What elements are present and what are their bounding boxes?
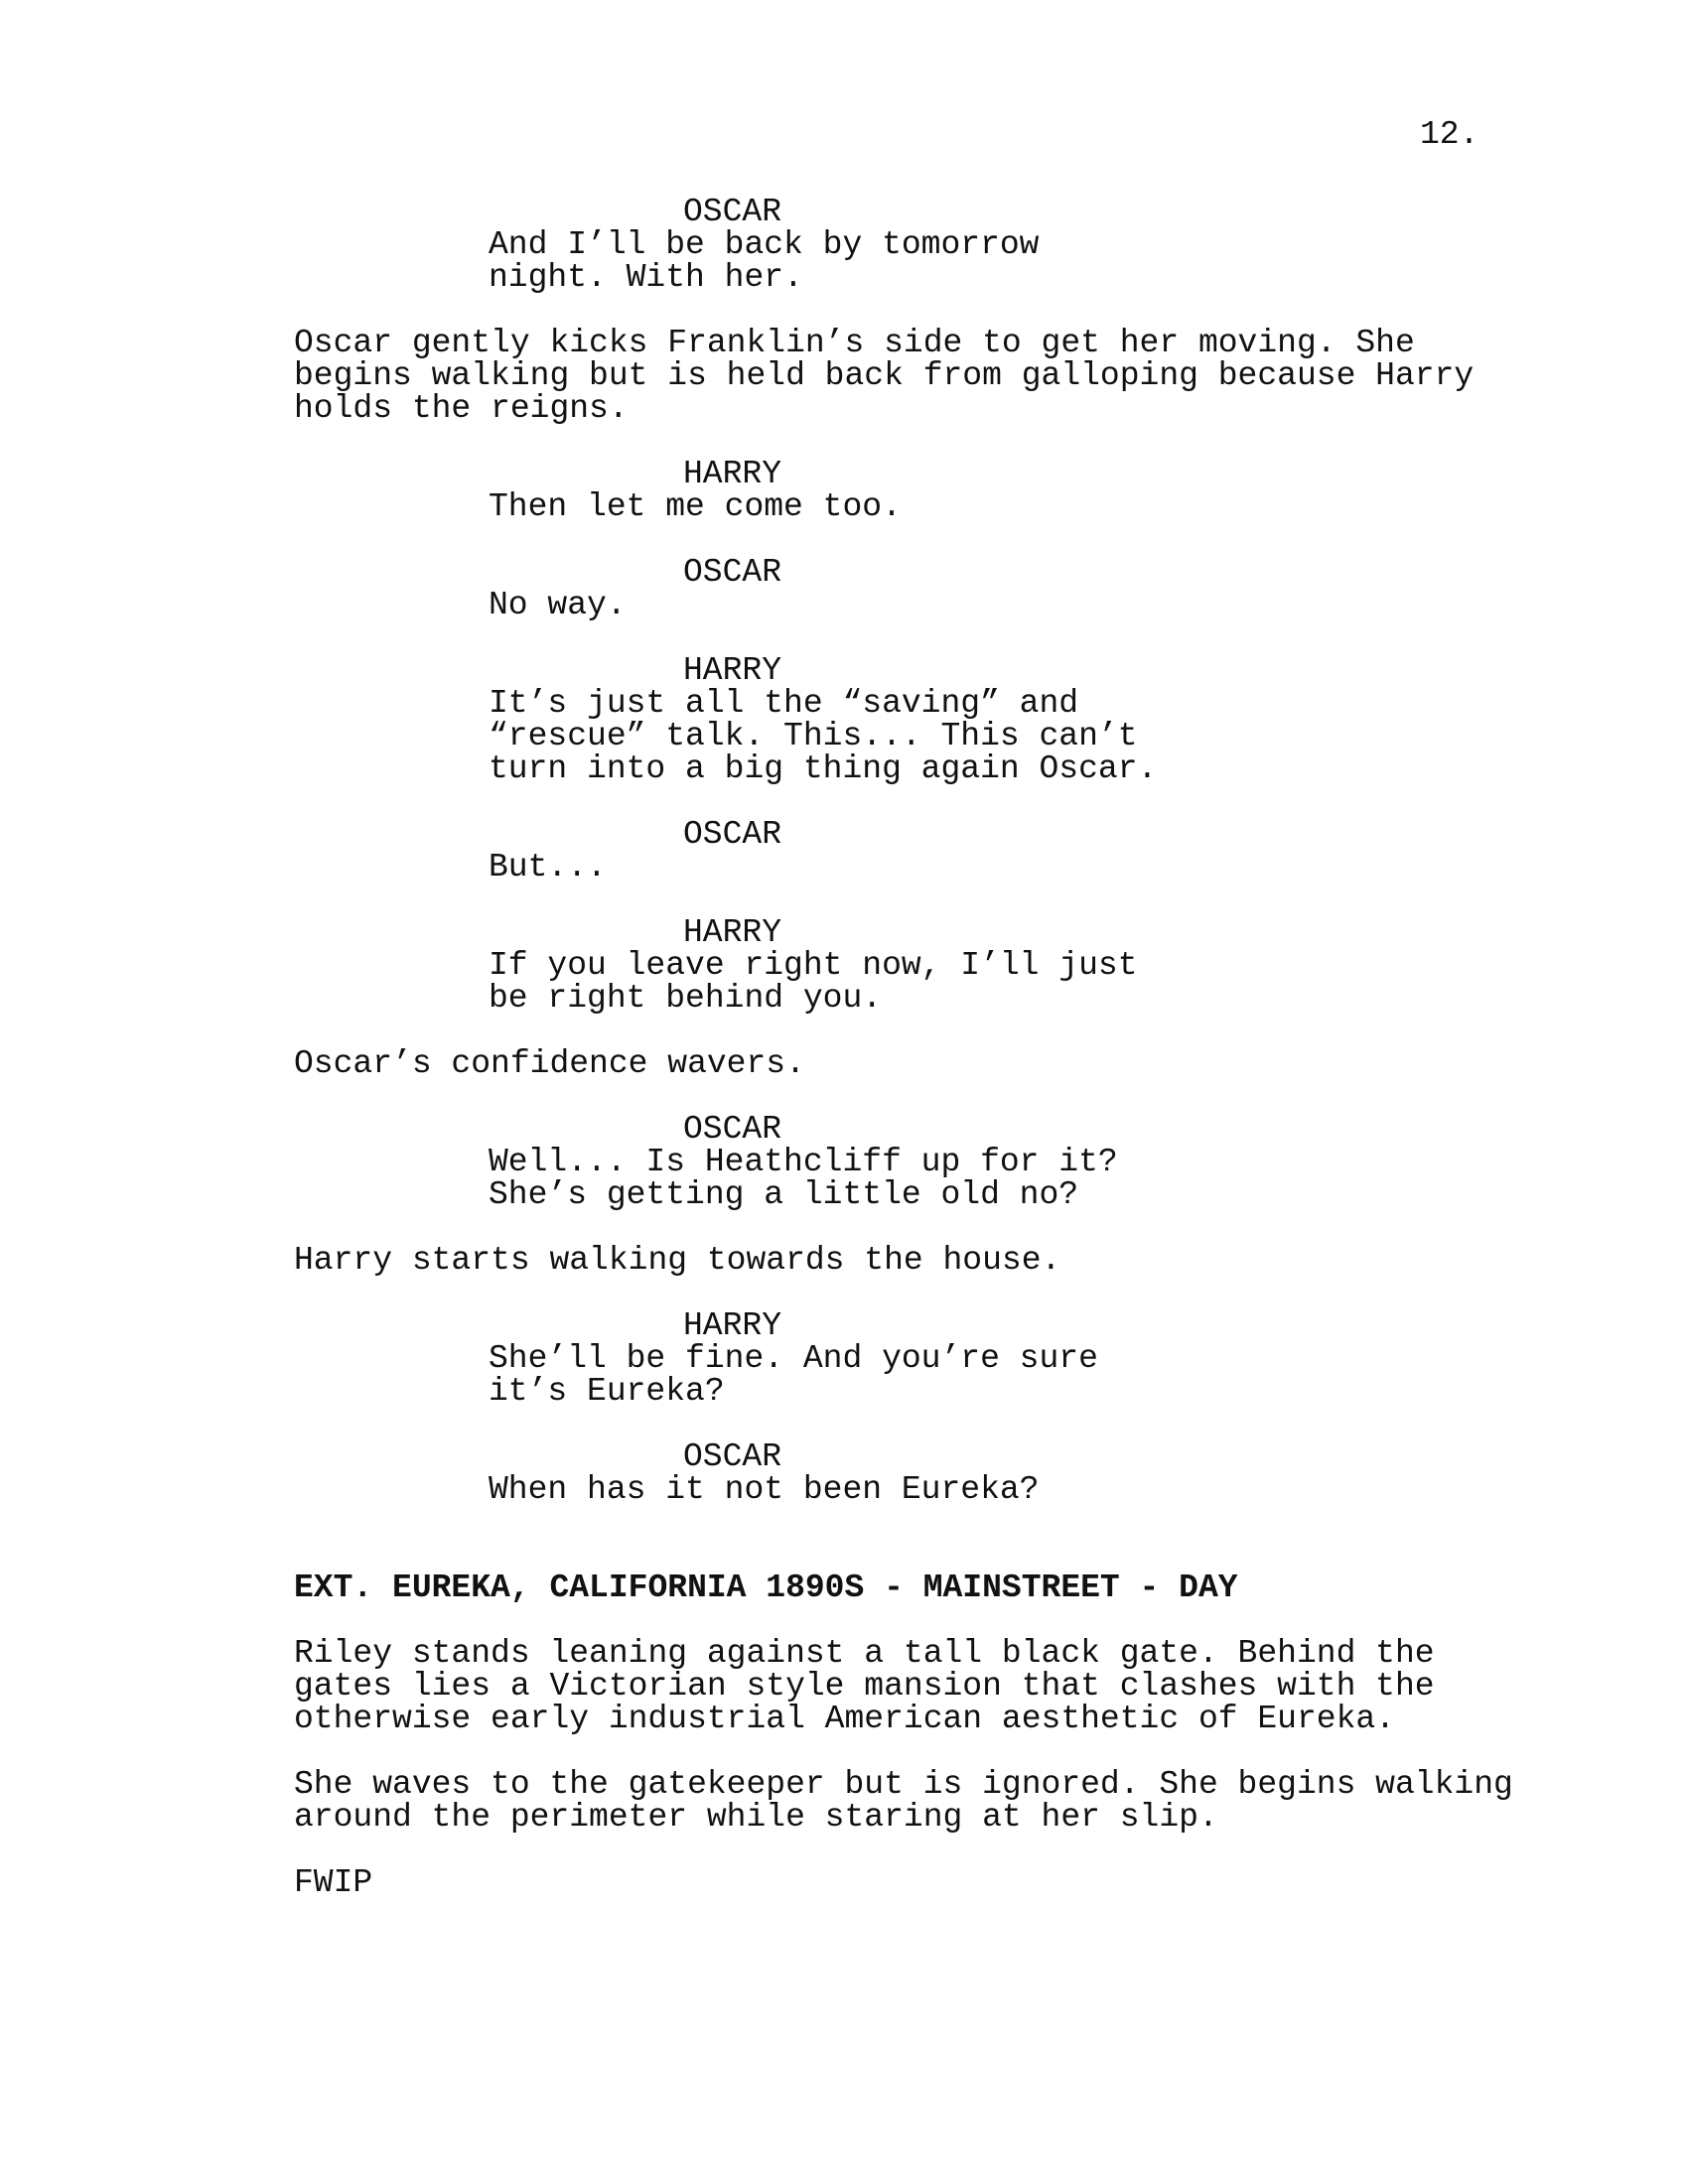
dialogue-line: If you leave right now, I’ll just bbox=[489, 947, 1138, 984]
dialogue-line: “rescue” talk. This... This can’t bbox=[489, 718, 1138, 754]
character-name: OSCAR bbox=[683, 1111, 782, 1148]
character-name: HARRY bbox=[683, 914, 782, 951]
character-name: HARRY bbox=[683, 1307, 782, 1344]
dialogue-line: When has it not been Eureka? bbox=[489, 1471, 1040, 1508]
dialogue-line: it’s Eureka? bbox=[489, 1373, 725, 1410]
dialogue-line: She’s getting a little old no? bbox=[489, 1176, 1079, 1213]
action-line: around the perimeter while staring at her slip. bbox=[294, 1799, 1218, 1836]
action-line: begins walking but is held back from galloping because Harry bbox=[294, 357, 1475, 394]
action-line: holds the reigns. bbox=[294, 390, 629, 427]
character-name: OSCAR bbox=[683, 554, 782, 591]
character-name: OSCAR bbox=[683, 194, 782, 230]
dialogue-line: She’ll be fine. And you’re sure bbox=[489, 1340, 1098, 1377]
action-line: Oscar gently kicks Franklin’s side to get her moving. She bbox=[294, 325, 1415, 361]
character-name: OSCAR bbox=[683, 816, 782, 853]
action-line: Riley stands leaning against a tall black gate. Behind the bbox=[294, 1635, 1435, 1672]
action-line: gates lies a Victorian style mansion that clashes with the bbox=[294, 1668, 1435, 1705]
dialogue-line: night. With her. bbox=[489, 259, 803, 296]
dialogue-line: And I’ll be back by tomorrow bbox=[489, 226, 1040, 263]
dialogue-line: But... bbox=[489, 849, 607, 886]
dialogue-line: be right behind you. bbox=[489, 980, 883, 1017]
dialogue-line: Then let me come too. bbox=[489, 488, 902, 525]
scene-heading: EXT. EUREKA, CALIFORNIA 1890S - MAINSTREET - DAY bbox=[294, 1570, 1238, 1606]
dialogue-line: It’s just all the “saving” and bbox=[489, 685, 1079, 722]
action-line: otherwise early industrial American aesthetic of Eureka. bbox=[294, 1701, 1395, 1737]
dialogue-line: Well... Is Heathcliff up for it? bbox=[489, 1144, 1118, 1180]
page-number: 12. bbox=[1420, 116, 1479, 153]
action-line: Harry starts walking towards the house. bbox=[294, 1242, 1061, 1279]
dialogue-line: turn into a big thing again Oscar. bbox=[489, 751, 1158, 787]
character-name: OSCAR bbox=[683, 1438, 782, 1475]
character-name: HARRY bbox=[683, 652, 782, 689]
action-line: FWIP bbox=[294, 1864, 373, 1901]
character-name: HARRY bbox=[683, 456, 782, 492]
action-line: Oscar’s confidence wavers. bbox=[294, 1045, 805, 1082]
action-line: She waves to the gatekeeper but is ignored. She begins walking bbox=[294, 1766, 1513, 1803]
dialogue-line: No way. bbox=[489, 587, 627, 623]
